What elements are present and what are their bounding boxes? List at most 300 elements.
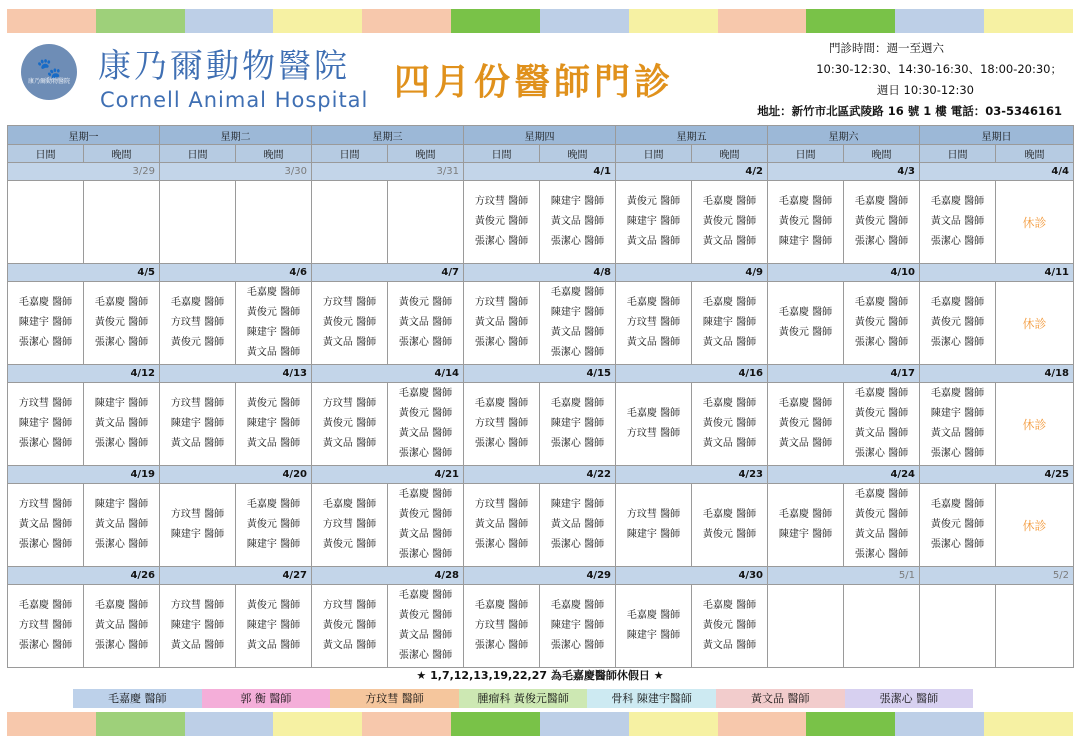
day-session-cell bbox=[160, 383, 236, 466]
stripe-block bbox=[806, 9, 895, 33]
evening-session-cell bbox=[540, 383, 616, 466]
doctor-entry: 張潔心 醫師 bbox=[930, 337, 985, 348]
date-cell: 4/19 bbox=[8, 466, 160, 484]
doctor-entry: 黃俊元 醫師 bbox=[170, 337, 225, 348]
date-cell: 4/9 bbox=[616, 264, 768, 282]
doctor-entry: 毛嘉慶 醫師 bbox=[702, 600, 757, 611]
doctor-entry: 陳建宇 醫師 bbox=[246, 620, 301, 631]
doctor-entry: 黃俊元 醫師 bbox=[854, 216, 909, 227]
stripe-block bbox=[895, 712, 984, 736]
doctor-entry: 張潔心 醫師 bbox=[930, 236, 985, 247]
evening-session-cell bbox=[388, 383, 464, 466]
date-cell: 4/25 bbox=[920, 466, 1074, 484]
doctor-entry: 黃文品 醫師 bbox=[702, 337, 757, 348]
session-day-header: 日間 bbox=[8, 145, 84, 163]
doctor-entry: 張潔心 醫師 bbox=[474, 438, 529, 449]
doctor-entry: 方玟彗 醫師 bbox=[322, 398, 377, 409]
doctor-entry: 黃俊元 醫師 bbox=[398, 408, 453, 419]
schedule-table bbox=[7, 125, 1074, 668]
doctor-entry: 黃俊元 醫師 bbox=[322, 539, 377, 550]
evening-session-cell bbox=[996, 181, 1074, 264]
day-session-cell bbox=[464, 181, 540, 264]
doctor-entry: 毛嘉慶 醫師 bbox=[550, 600, 605, 611]
doctor-entry: 毛嘉慶 醫師 bbox=[702, 398, 757, 409]
doctor-entry: 張潔心 醫師 bbox=[94, 640, 149, 651]
doctor-entry: 陳建宇 醫師 bbox=[930, 408, 985, 419]
stripe-block bbox=[629, 9, 718, 33]
doctor-entry: 方玟彗 醫師 bbox=[474, 620, 529, 631]
day-session-cell bbox=[920, 484, 996, 567]
doctor-entry: 黃文品 醫師 bbox=[398, 630, 453, 641]
doctor-entry: 毛嘉慶 醫師 bbox=[778, 307, 833, 318]
doctor-entry: 黃文品 醫師 bbox=[94, 418, 149, 429]
doctor-entry: 陳建宇 醫師 bbox=[702, 317, 757, 328]
evening-session-cell bbox=[388, 585, 464, 668]
doctor-entry: 毛嘉慶 醫師 bbox=[702, 297, 757, 308]
doctor-entry: 黃俊元 醫師 bbox=[474, 216, 529, 227]
doctor-entry: 張潔心 醫師 bbox=[18, 337, 73, 348]
doctor-entry: 張潔心 醫師 bbox=[854, 549, 909, 560]
date-cell: 4/12 bbox=[8, 365, 160, 383]
doctor-entry: 毛嘉慶 醫師 bbox=[474, 600, 529, 611]
stripe-block bbox=[451, 9, 540, 33]
legend-item: 毛嘉慶 醫師 bbox=[73, 689, 202, 708]
doctor-entry: 黃文品 醫師 bbox=[474, 317, 529, 328]
session-day-header: 日間 bbox=[920, 145, 996, 163]
stripe-block bbox=[806, 712, 895, 736]
day-session-cell bbox=[312, 282, 388, 365]
evening-session-cell bbox=[844, 282, 920, 365]
evening-session-cell bbox=[996, 282, 1074, 365]
holiday-note: ★ 1,7,12,13,19,22,27 為毛嘉慶醫師休假日 ★ bbox=[416, 669, 664, 682]
legend-item: 張潔心 醫師 bbox=[845, 689, 974, 708]
evening-session-cell bbox=[236, 282, 312, 365]
evening-session-cell bbox=[844, 585, 920, 668]
doctor-entry: 方玟彗 醫師 bbox=[474, 418, 529, 429]
doctor-entry: 黃文品 醫師 bbox=[778, 438, 833, 449]
doctor-entry: 黃文品 醫師 bbox=[474, 519, 529, 530]
doctor-entry: 黃俊元 醫師 bbox=[778, 216, 833, 227]
evening-session-cell bbox=[844, 484, 920, 567]
doctor-entry: 張潔心 醫師 bbox=[550, 539, 605, 550]
closed-label: 休診 bbox=[1022, 215, 1047, 230]
date-cell: 4/3 bbox=[768, 163, 920, 181]
doctor-entry: 方玟彗 醫師 bbox=[18, 620, 73, 631]
session-evening-header: 晚間 bbox=[84, 145, 160, 163]
doctor-entry: 黃文品 醫師 bbox=[854, 428, 909, 439]
doctor-entry: 陳建宇 醫師 bbox=[550, 307, 605, 318]
doctor-entry: 張潔心 醫師 bbox=[550, 640, 605, 651]
doctor-entry: 毛嘉慶 醫師 bbox=[854, 297, 909, 308]
legend-item: 腫瘤科 黃俊元醫師 bbox=[459, 689, 588, 708]
doctor-entry: 陳建宇 醫師 bbox=[246, 539, 301, 550]
date-cell: 4/20 bbox=[160, 466, 312, 484]
doctor-entry: 陳建宇 醫師 bbox=[550, 196, 605, 207]
date-cell: 5/1 bbox=[768, 567, 920, 585]
doctor-entry: 黃俊元 醫師 bbox=[626, 196, 681, 207]
doctor-entry: 陳建宇 醫師 bbox=[18, 418, 73, 429]
evening-session-cell bbox=[84, 585, 160, 668]
session-evening-header: 晚間 bbox=[692, 145, 768, 163]
doctor-entry: 陳建宇 醫師 bbox=[94, 499, 149, 510]
date-cell: 4/1 bbox=[464, 163, 616, 181]
day-session-cell bbox=[464, 484, 540, 567]
doctor-entry: 黃文品 醫師 bbox=[550, 327, 605, 338]
doctor-entry: 毛嘉慶 醫師 bbox=[702, 196, 757, 207]
evening-session-cell bbox=[540, 282, 616, 365]
stripe-block bbox=[7, 712, 96, 736]
doctor-entry: 黃文品 醫師 bbox=[854, 529, 909, 540]
doctor-entry: 毛嘉慶 醫師 bbox=[398, 590, 453, 601]
evening-session-cell bbox=[236, 585, 312, 668]
doctor-entry: 黃俊元 醫師 bbox=[246, 398, 301, 409]
doctor-entry: 毛嘉慶 醫師 bbox=[854, 388, 909, 399]
day-session-cell bbox=[464, 383, 540, 466]
doctor-entry: 張潔心 醫師 bbox=[550, 438, 605, 449]
date-cell: 4/6 bbox=[160, 264, 312, 282]
doctor-entry: 毛嘉慶 醫師 bbox=[94, 600, 149, 611]
date-cell: 5/2 bbox=[920, 567, 1074, 585]
doctor-entry: 黃文品 醫師 bbox=[626, 337, 681, 348]
doctor-entry: 毛嘉慶 醫師 bbox=[322, 499, 377, 510]
doctor-entry: 黃文品 醫師 bbox=[550, 519, 605, 530]
doctor-entry: 黃文品 醫師 bbox=[398, 428, 453, 439]
weekday-header: 星期二 bbox=[160, 126, 312, 145]
stripe-block bbox=[984, 712, 1073, 736]
evening-session-cell bbox=[692, 585, 768, 668]
date-cell: 4/13 bbox=[160, 365, 312, 383]
day-session-cell bbox=[464, 585, 540, 668]
hospital-name-zh: 康乃爾動物醫院 bbox=[98, 46, 350, 85]
doctor-entry: 張潔心 醫師 bbox=[474, 640, 529, 651]
doctor-entry: 黃俊元 醫師 bbox=[398, 509, 453, 520]
weekday-header: 星期一 bbox=[8, 126, 160, 145]
day-session-cell bbox=[464, 282, 540, 365]
evening-session-cell bbox=[84, 282, 160, 365]
session-evening-header: 晚間 bbox=[236, 145, 312, 163]
doctor-entry: 黃俊元 醫師 bbox=[778, 418, 833, 429]
doctor-entry: 黃文品 醫師 bbox=[18, 519, 73, 530]
doctor-entry: 黃俊元 醫師 bbox=[854, 509, 909, 520]
logo-caption: 康乃爾動物醫院 bbox=[27, 78, 70, 85]
stripe-block bbox=[540, 712, 629, 736]
doctor-entry: 張潔心 醫師 bbox=[94, 539, 149, 550]
doctor-entry: 黃文品 醫師 bbox=[322, 640, 377, 651]
date-cell: 4/7 bbox=[312, 264, 464, 282]
doctor-entry: 毛嘉慶 醫師 bbox=[702, 509, 757, 520]
stripe-block bbox=[273, 712, 362, 736]
date-cell: 3/29 bbox=[8, 163, 160, 181]
stripe-block bbox=[895, 9, 984, 33]
doctor-entry: 黃文品 醫師 bbox=[322, 438, 377, 449]
date-cell: 4/21 bbox=[312, 466, 464, 484]
evening-session-cell bbox=[388, 484, 464, 567]
doctor-entry: 黃俊元 醫師 bbox=[398, 610, 453, 621]
doctor-entry: 毛嘉慶 醫師 bbox=[778, 196, 833, 207]
doctor-entry: 方玟彗 醫師 bbox=[626, 317, 681, 328]
stripe-block bbox=[362, 712, 451, 736]
date-cell: 4/2 bbox=[616, 163, 768, 181]
doctor-entry: 毛嘉慶 醫師 bbox=[398, 489, 453, 500]
doctor-entry: 方玟彗 醫師 bbox=[626, 509, 681, 520]
evening-session-cell bbox=[388, 181, 464, 264]
day-session-cell bbox=[920, 585, 996, 668]
doctor-entry: 張潔心 醫師 bbox=[18, 438, 73, 449]
stripe-block bbox=[96, 712, 185, 736]
stripe-block bbox=[451, 712, 540, 736]
day-session-cell bbox=[160, 181, 236, 264]
doctor-entry: 張潔心 醫師 bbox=[398, 337, 453, 348]
evening-session-cell bbox=[996, 585, 1074, 668]
evening-session-cell bbox=[844, 181, 920, 264]
evening-session-cell bbox=[692, 383, 768, 466]
legend-item: 骨科 陳建宇醫師 bbox=[587, 689, 716, 708]
doctor-entry: 方玟彗 醫師 bbox=[170, 509, 225, 520]
date-cell: 4/22 bbox=[464, 466, 616, 484]
doctor-entry: 毛嘉慶 醫師 bbox=[18, 600, 73, 611]
date-cell: 4/26 bbox=[8, 567, 160, 585]
doctor-entry: 黃文品 醫師 bbox=[626, 236, 681, 247]
doctor-entry: 張潔心 醫師 bbox=[930, 448, 985, 459]
date-cell: 4/24 bbox=[768, 466, 920, 484]
weekday-header: 星期六 bbox=[768, 126, 920, 145]
day-session-cell bbox=[8, 383, 84, 466]
date-cell: 3/31 bbox=[312, 163, 464, 181]
doctor-entry: 張潔心 醫師 bbox=[398, 448, 453, 459]
evening-session-cell bbox=[236, 383, 312, 466]
day-session-cell bbox=[312, 585, 388, 668]
evening-session-cell bbox=[540, 181, 616, 264]
doctor-entry: 黃文品 醫師 bbox=[246, 640, 301, 651]
doctor-entry: 方玟彗 醫師 bbox=[170, 600, 225, 611]
doctor-entry: 張潔心 醫師 bbox=[398, 549, 453, 560]
doctor-entry: 陳建宇 醫師 bbox=[170, 529, 225, 540]
stripe-block bbox=[718, 9, 807, 33]
doctor-legend bbox=[73, 689, 973, 708]
doctor-entry: 毛嘉慶 醫師 bbox=[626, 610, 681, 621]
session-evening-header: 晚間 bbox=[996, 145, 1074, 163]
doctor-entry: 張潔心 醫師 bbox=[474, 539, 529, 550]
doctor-entry: 毛嘉慶 醫師 bbox=[778, 398, 833, 409]
day-session-cell bbox=[616, 484, 692, 567]
date-cell: 4/16 bbox=[616, 365, 768, 383]
doctor-entry: 陳建宇 醫師 bbox=[170, 620, 225, 631]
doctor-entry: 黃俊元 醫師 bbox=[322, 418, 377, 429]
day-session-cell bbox=[768, 484, 844, 567]
doctor-entry: 黃俊元 醫師 bbox=[322, 620, 377, 631]
day-session-cell bbox=[312, 484, 388, 567]
session-day-header: 日間 bbox=[464, 145, 540, 163]
day-session-cell bbox=[616, 383, 692, 466]
date-cell: 4/8 bbox=[464, 264, 616, 282]
doctor-entry: 黃俊元 醫師 bbox=[778, 327, 833, 338]
doctor-entry: 毛嘉慶 醫師 bbox=[778, 509, 833, 520]
doctor-entry: 黃文品 醫師 bbox=[94, 620, 149, 631]
stripe-block bbox=[185, 712, 274, 736]
weekday-header: 星期三 bbox=[312, 126, 464, 145]
day-session-cell bbox=[312, 181, 388, 264]
doctor-entry: 方玟彗 醫師 bbox=[322, 519, 377, 530]
evening-session-cell bbox=[388, 282, 464, 365]
doctor-entry: 黃文品 醫師 bbox=[170, 640, 225, 651]
evening-session-cell bbox=[236, 181, 312, 264]
doctor-entry: 黃俊元 醫師 bbox=[702, 216, 757, 227]
doctor-entry: 毛嘉慶 醫師 bbox=[18, 297, 73, 308]
evening-session-cell bbox=[692, 282, 768, 365]
doctor-entry: 毛嘉慶 醫師 bbox=[626, 408, 681, 419]
session-evening-header: 晚間 bbox=[388, 145, 464, 163]
doctor-entry: 陳建宇 醫師 bbox=[170, 418, 225, 429]
session-day-header: 日間 bbox=[160, 145, 236, 163]
session-day-header: 日間 bbox=[768, 145, 844, 163]
doctor-entry: 張潔心 醫師 bbox=[94, 438, 149, 449]
doctor-entry: 黃俊元 醫師 bbox=[246, 519, 301, 530]
doctor-entry: 張潔心 醫師 bbox=[474, 236, 529, 247]
doctor-entry: 黃文品 醫師 bbox=[702, 640, 757, 651]
hours-sunday: 週日 10:30-12:30 bbox=[876, 83, 974, 97]
doctor-entry: 黃俊元 醫師 bbox=[930, 317, 985, 328]
doctor-entry: 黃俊元 醫師 bbox=[94, 317, 149, 328]
doctor-entry: 黃文品 醫師 bbox=[930, 216, 985, 227]
doctor-entry: 陳建宇 醫師 bbox=[778, 529, 833, 540]
closed-label: 休診 bbox=[1022, 518, 1047, 533]
evening-session-cell bbox=[692, 181, 768, 264]
day-session-cell bbox=[768, 282, 844, 365]
doctor-entry: 黃文品 醫師 bbox=[702, 236, 757, 247]
doctor-entry: 黃文品 醫師 bbox=[398, 317, 453, 328]
day-session-cell bbox=[768, 181, 844, 264]
day-session-cell bbox=[768, 383, 844, 466]
doctor-entry: 黃文品 醫師 bbox=[550, 216, 605, 227]
doctor-entry: 張潔心 醫師 bbox=[18, 539, 73, 550]
doctor-entry: 陳建宇 醫師 bbox=[550, 499, 605, 510]
doctor-entry: 黃俊元 醫師 bbox=[854, 408, 909, 419]
doctor-entry: 陳建宇 醫師 bbox=[246, 418, 301, 429]
stripe-block bbox=[185, 9, 274, 33]
doctor-entry: 方玟彗 醫師 bbox=[322, 600, 377, 611]
weekday-header: 星期四 bbox=[464, 126, 616, 145]
evening-session-cell bbox=[996, 484, 1074, 567]
stripe-block bbox=[362, 9, 451, 33]
doctor-entry: 黃俊元 醫師 bbox=[702, 418, 757, 429]
day-session-cell bbox=[8, 484, 84, 567]
doctor-entry: 張潔心 醫師 bbox=[930, 539, 985, 550]
doctor-entry: 毛嘉慶 醫師 bbox=[930, 297, 985, 308]
doctor-entry: 張潔心 醫師 bbox=[18, 640, 73, 651]
hours-label: 門診時間：週一至週六 bbox=[829, 41, 944, 55]
legend-item: 方玟彗 醫師 bbox=[330, 689, 459, 708]
session-day-header: 日間 bbox=[616, 145, 692, 163]
day-session-cell bbox=[768, 585, 844, 668]
doctor-entry: 方玟彗 醫師 bbox=[322, 297, 377, 308]
stripe-block bbox=[7, 9, 96, 33]
doctor-entry: 黃文品 醫師 bbox=[930, 428, 985, 439]
doctor-entry: 毛嘉慶 醫師 bbox=[246, 499, 301, 510]
date-cell: 4/18 bbox=[920, 365, 1074, 383]
day-session-cell bbox=[920, 282, 996, 365]
doctor-entry: 張潔心 醫師 bbox=[474, 337, 529, 348]
stripe-block bbox=[540, 9, 629, 33]
page-title: 四月份醫師門診 bbox=[394, 61, 675, 103]
weekday-header: 星期日 bbox=[920, 126, 1074, 145]
doctor-entry: 張潔心 醫師 bbox=[550, 347, 605, 358]
doctor-entry: 方玟彗 醫師 bbox=[18, 398, 73, 409]
date-cell: 4/4 bbox=[920, 163, 1074, 181]
date-cell: 4/28 bbox=[312, 567, 464, 585]
day-session-cell bbox=[160, 282, 236, 365]
stripe-block bbox=[273, 9, 362, 33]
date-cell: 4/11 bbox=[920, 264, 1074, 282]
doctor-entry: 黃俊元 醫師 bbox=[246, 307, 301, 318]
doctor-entry: 陳建宇 醫師 bbox=[94, 398, 149, 409]
bottom-color-stripe bbox=[7, 712, 1073, 736]
doctor-entry: 張潔心 醫師 bbox=[94, 337, 149, 348]
doctor-entry: 黃文品 醫師 bbox=[94, 519, 149, 530]
date-cell: 3/30 bbox=[160, 163, 312, 181]
evening-session-cell bbox=[996, 383, 1074, 466]
date-cell: 4/30 bbox=[616, 567, 768, 585]
evening-session-cell bbox=[540, 585, 616, 668]
doctor-entry: 黃俊元 醫師 bbox=[854, 317, 909, 328]
doctor-entry: 黃文品 醫師 bbox=[246, 347, 301, 358]
doctor-entry: 黃文品 醫師 bbox=[398, 529, 453, 540]
doctor-entry: 方玟彗 醫師 bbox=[626, 428, 681, 439]
day-session-cell bbox=[616, 585, 692, 668]
day-session-cell bbox=[8, 585, 84, 668]
date-cell: 4/15 bbox=[464, 365, 616, 383]
stripe-block bbox=[96, 9, 185, 33]
doctor-entry: 黃俊元 醫師 bbox=[930, 519, 985, 530]
doctor-entry: 毛嘉慶 醫師 bbox=[170, 297, 225, 308]
evening-session-cell bbox=[540, 484, 616, 567]
doctor-entry: 張潔心 醫師 bbox=[398, 650, 453, 661]
day-session-cell bbox=[616, 282, 692, 365]
day-session-cell bbox=[8, 181, 84, 264]
doctor-entry: 陳建宇 醫師 bbox=[626, 529, 681, 540]
doctor-entry: 張潔心 醫師 bbox=[854, 236, 909, 247]
doctor-entry: 陳建宇 醫師 bbox=[778, 236, 833, 247]
doctor-entry: 黃俊元 醫師 bbox=[702, 620, 757, 631]
date-cell: 4/27 bbox=[160, 567, 312, 585]
day-session-cell bbox=[920, 181, 996, 264]
weekday-header: 星期五 bbox=[616, 126, 768, 145]
doctor-entry: 毛嘉慶 醫師 bbox=[474, 398, 529, 409]
doctor-entry: 張潔心 醫師 bbox=[854, 337, 909, 348]
doctor-entry: 方玟彗 醫師 bbox=[474, 499, 529, 510]
doctor-entry: 陳建宇 醫師 bbox=[626, 216, 681, 227]
day-session-cell bbox=[160, 585, 236, 668]
closed-label: 休診 bbox=[1022, 417, 1047, 432]
date-cell: 4/23 bbox=[616, 466, 768, 484]
day-session-cell bbox=[312, 383, 388, 466]
doctor-entry: 方玟彗 醫師 bbox=[170, 398, 225, 409]
doctor-entry: 陳建宇 醫師 bbox=[246, 327, 301, 338]
session-evening-header: 晚間 bbox=[540, 145, 616, 163]
legend-item: 郭 衡 醫師 bbox=[202, 689, 331, 708]
doctor-entry: 毛嘉慶 醫師 bbox=[930, 196, 985, 207]
doctor-entry: 毛嘉慶 醫師 bbox=[626, 297, 681, 308]
address-phone: 地址：新竹市北區武陵路 16 號 1 樓 電話：03-5346161 bbox=[757, 104, 1062, 118]
day-session-cell bbox=[616, 181, 692, 264]
doctor-entry: 方玟彗 醫師 bbox=[18, 499, 73, 510]
doctor-entry: 毛嘉慶 醫師 bbox=[398, 388, 453, 399]
session-evening-header: 晚間 bbox=[844, 145, 920, 163]
date-cell: 4/17 bbox=[768, 365, 920, 383]
evening-session-cell bbox=[692, 484, 768, 567]
hours-weekday: 10:30-12:30、14:30-16:30、18:00-20:30； bbox=[816, 62, 1062, 76]
doctor-entry: 毛嘉慶 醫師 bbox=[854, 196, 909, 207]
doctor-entry: 黃文品 醫師 bbox=[170, 438, 225, 449]
